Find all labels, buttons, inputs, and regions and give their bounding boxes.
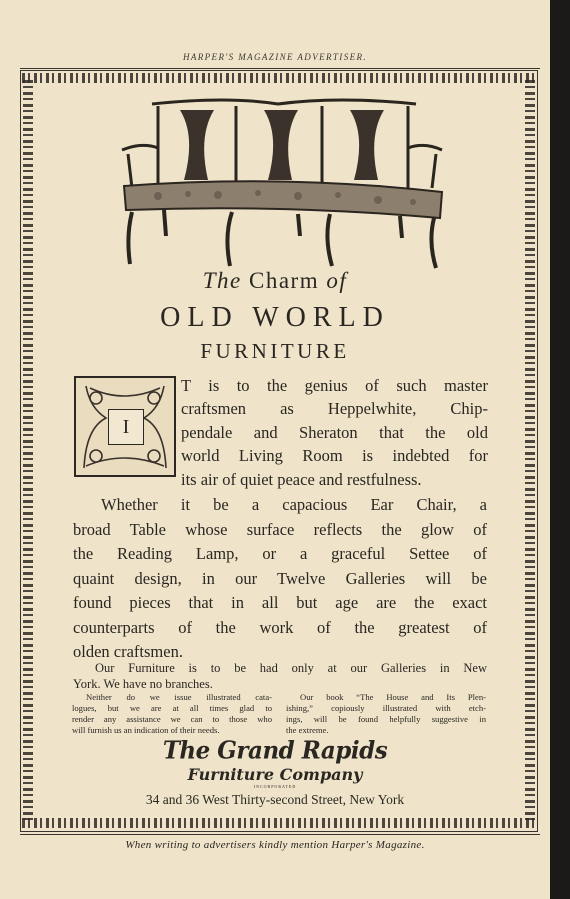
headline-line2: OLD WORLD — [160, 302, 390, 333]
text-line: the extreme. — [286, 725, 329, 735]
text-line: logues, but we are at all times glad to — [72, 703, 272, 713]
left-chain-border — [23, 80, 33, 822]
headline-charm: Charm — [249, 268, 320, 293]
ornamental-drop-cap — [74, 376, 176, 477]
text-line: quaint design, in our Twelve Galleries will be — [73, 568, 487, 588]
footer-note: When writing to advertisers kindly mention Harper's Magazine. — [125, 839, 425, 851]
text-line: olden craftsmen. — [73, 642, 183, 661]
column-book — [286, 692, 486, 736]
text-line: pendale and Sheraton that the old — [181, 422, 488, 442]
text-line: the Reading Lamp, or a graceful Settee of — [73, 544, 487, 563]
headline-line3: FURNITURE — [200, 339, 350, 363]
headline-of: of — [326, 268, 348, 293]
paragraph-branches — [73, 660, 487, 692]
headline-line1 — [0, 268, 550, 294]
text-line: will furnish us an indication of their needs. — [72, 725, 220, 735]
text-line: Whether it be a capacious Ear Chair, a — [101, 495, 487, 514]
text-line: broad Table whose surface reflects the glow of — [73, 519, 487, 539]
bottom-rule — [20, 834, 540, 835]
paragraph-intro — [181, 374, 488, 491]
settee-illustration — [118, 96, 446, 272]
text-line: Neither do we issue illustrated cata- — [86, 692, 272, 702]
text-line: ings, will be found helpfully suggestive in — [286, 714, 486, 724]
text-line: counterparts of the work of the greatest of — [73, 617, 487, 637]
right-chain-border — [525, 80, 535, 822]
running-header: HARPER'S MAGAZINE ADVERTISER. — [182, 52, 368, 62]
headline-the: The — [202, 268, 242, 293]
paragraph-galleries — [73, 493, 487, 665]
text-line: found pieces that in all but age are the exact — [73, 593, 487, 612]
company-name-line1: The Grand Rapids — [162, 736, 388, 765]
company-name-line2: Furniture Company — [187, 765, 363, 784]
text-line: T is to the genius of such master — [181, 376, 488, 395]
text-line: world Living Room is indebted for — [181, 446, 488, 466]
column-catalogues — [72, 692, 272, 736]
text-line: render any assistance we can to those who — [72, 714, 272, 724]
text-line: craftsmen as Heppelwhite, Chip- — [181, 399, 488, 419]
text-line: ishing,” copiously illustrated with etch- — [286, 703, 486, 713]
text-line: York. We have no branches. — [73, 677, 213, 691]
bottom-chain-border — [22, 818, 536, 828]
top-chain-border — [22, 73, 536, 83]
incorporated-label: INCORPORATED — [253, 784, 297, 789]
company-address: 34 and 36 West Thirty-second Street, New York — [145, 792, 405, 807]
drop-cap-letter: I — [108, 409, 144, 445]
text-line: Our Furniture is to be had only at our Galleries in New — [95, 661, 487, 675]
text-line: its air of quiet peace and restfulness. — [181, 469, 422, 489]
top-rule — [20, 68, 540, 69]
text-line: Our book “The House and Its Plen- — [300, 692, 486, 702]
